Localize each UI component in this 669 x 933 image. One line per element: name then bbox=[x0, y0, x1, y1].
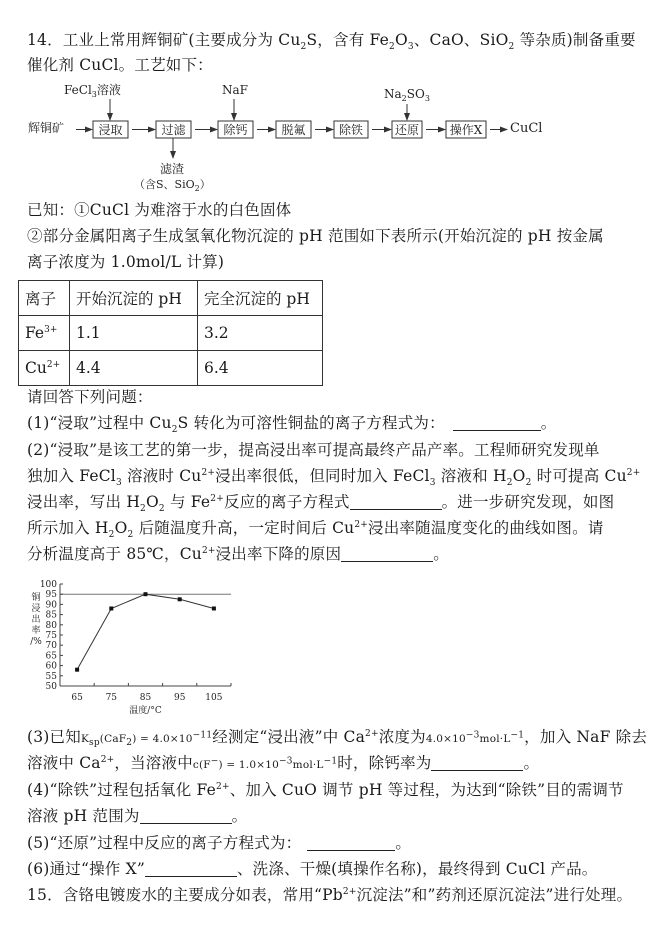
part-4-line1: (4)“除铁”过程包括氧化 $Fe^{2+}$、加入 CuO 调节 pH 等过程，为达到“除铁”目的需调节 bbox=[27, 781, 624, 799]
y-tick-label: 90 bbox=[45, 600, 57, 611]
process-flow-diagram bbox=[0, 80, 669, 195]
cell-ion: $Fe^{3+}$ bbox=[19, 316, 70, 351]
cell-complete: 3.2 bbox=[198, 316, 323, 351]
series-line bbox=[77, 594, 214, 669]
table-row bbox=[19, 316, 323, 351]
y-axis-label-char: 铜 bbox=[31, 593, 41, 603]
x-tick-label: 75 bbox=[105, 693, 118, 703]
answer-blank-3[interactable] bbox=[431, 756, 523, 771]
y-tick-label: 65 bbox=[45, 651, 57, 662]
part-5: (5)“还原”过程中反应的离子方程式为： 。 bbox=[27, 834, 412, 852]
q15-stem: 15．含铬电镀废水的主要成分如表，常用“$Pb^{2+}$沉淀法”和”药剂还原沉淀法”进行处理。 bbox=[27, 886, 633, 904]
y-tick-label: 50 bbox=[45, 682, 57, 692]
feed-fecl3: FeCl$_3$溶液 bbox=[64, 83, 121, 99]
y-axis-label-char: 率 bbox=[31, 626, 41, 636]
y-tick-label: 80 bbox=[45, 620, 57, 631]
part-2-line3: 浸出率，写出 $H_2O_2$ 与 $Fe^{2+}$反应的离子方程式 。进一步研究发现，如图 bbox=[27, 493, 615, 515]
part-4-line2: 溶液 pH 范围为 。 bbox=[27, 807, 248, 825]
known-2: ②部分金属阳离子生成氢氧化物沉淀的 pH 范围如下表所示(开始沉淀的 pH 按金属 bbox=[27, 227, 604, 245]
flow-step-label: 浸取 bbox=[98, 123, 123, 137]
answer-blank-2a[interactable] bbox=[350, 495, 442, 510]
x-tick-label: 85 bbox=[139, 693, 152, 703]
flow-start: 辉铜矿 bbox=[28, 121, 65, 135]
q14-stem-line2: 催化剂 CuCl。工艺如下： bbox=[27, 56, 213, 74]
cell-ion: $Cu^{2+}$ bbox=[19, 351, 70, 386]
answer-blank-1[interactable] bbox=[453, 416, 541, 431]
table-header-row bbox=[19, 281, 323, 316]
part-3-line1: (3)已知$K_{sp}(CaF_2) = 4.0\times 10^{-11}$经测定“浸出液”中 $Ca^{2+}$浓度为$4.0\times 10^{-3}mol\cdot L^{-1}$，加入 NaF 除去 bbox=[27, 728, 648, 749]
header-ion: 离子 bbox=[19, 281, 70, 316]
part-2-line2: 独加入 FeCl$_3$ 溶液时 $Cu^{2+}$浸出率很低，但同时加入 FeCl$_3$ 溶液和 $H_2O_2$ 时可提高 $Cu^{2+}$ bbox=[27, 467, 641, 489]
data-point bbox=[109, 606, 113, 610]
answer-blank-4[interactable] bbox=[140, 809, 232, 824]
flow-step-label: 操作X bbox=[449, 123, 483, 137]
flow-step-label: 脱氟 bbox=[281, 123, 306, 137]
y-tick-label: 75 bbox=[45, 631, 57, 641]
known-3: 离子浓度为 1.0mol/L 计算) bbox=[27, 253, 225, 271]
q14-stem-line1: 14．工业上常用辉铜矿(主要成分为 $Cu_2S$，含有 $Fe_2O_3$、CaO、SiO$_2$ 等杂质)制备重要 bbox=[27, 31, 636, 53]
y-axis-label-char: 出 bbox=[31, 615, 41, 625]
flow-step-label: 还原 bbox=[394, 123, 420, 137]
flow-end: CuCl bbox=[510, 121, 543, 136]
y-tick-label: 85 bbox=[45, 610, 57, 621]
known-1: 已知：①CuCl 为难溶于水的白色固体 bbox=[27, 201, 292, 219]
y-axis-label-char: /% bbox=[30, 637, 42, 647]
data-point bbox=[144, 592, 148, 596]
prompt: 请回答下列问题： bbox=[27, 388, 153, 406]
part-3-line2: 溶液中 $Ca^{2+}$，当溶液中$c(F^-) = 1.0\times 10^{-3}mol\cdot L^{-1}$时，除钙率为 。 bbox=[27, 754, 540, 772]
cell-start: 4.4 bbox=[70, 351, 198, 386]
data-point bbox=[75, 668, 79, 672]
part-2-line5: 分析温度高于 85℃，$Cu^{2+}$浸出率下降的原因 。 bbox=[27, 545, 449, 563]
flow-step-label: 除铁 bbox=[338, 123, 364, 137]
residue-note: （含S、SiO$_2$） bbox=[134, 178, 211, 193]
cell-complete: 6.4 bbox=[198, 351, 323, 386]
x-axis-label: 温度/°C bbox=[129, 706, 162, 716]
x-tick-label: 95 bbox=[173, 693, 186, 703]
y-tick-label: 60 bbox=[45, 661, 57, 672]
table-row bbox=[19, 351, 323, 386]
x-tick-label: 105 bbox=[205, 693, 223, 703]
flow-step-label: 过滤 bbox=[161, 123, 186, 137]
x-tick-label: 65 bbox=[71, 693, 83, 703]
y-axis-label-char: 浸 bbox=[31, 604, 41, 614]
cell-start: 1.1 bbox=[70, 316, 198, 351]
answer-blank-2b[interactable] bbox=[341, 547, 433, 562]
answer-blank-6[interactable] bbox=[145, 862, 237, 877]
data-point bbox=[178, 597, 182, 601]
y-tick-label: 95 bbox=[45, 590, 57, 601]
y-tick-label: 100 bbox=[39, 580, 57, 590]
header-complete: 完全沉淀的 pH bbox=[198, 281, 323, 316]
data-point bbox=[212, 606, 216, 610]
part-1: (1)“浸取”过程中 $Cu_2S$ 转化为可溶性铜盐的离子方程式为： 。 bbox=[27, 414, 557, 436]
feed-na2so3: $Na_2SO_3$ bbox=[384, 87, 430, 103]
header-start: 开始沉淀的 pH bbox=[70, 281, 198, 316]
residue-label: 滤渣 bbox=[160, 162, 185, 176]
part-2-line4: 所示加入 $H_2O_2$ 后随温度升高，一定时间后 $Cu^{2+}$浸出率随温度变化的曲线如图。请 bbox=[27, 519, 604, 541]
flow-step-label: 除钙 bbox=[223, 123, 248, 137]
part-2-line1: (2)“浸取”是该工艺的第一步，提高浸出率可提高最终产品产率。工程师研究发现单 bbox=[27, 441, 600, 459]
leach-rate-chart bbox=[20, 575, 240, 723]
ph-table bbox=[18, 280, 323, 386]
part-6: (6)通过“操作 X” 、洗涤、干燥(填操作名称)，最终得到 CuCl 产品。 bbox=[27, 860, 598, 878]
feed-naf: NaF bbox=[222, 83, 248, 97]
y-tick-label: 55 bbox=[45, 671, 57, 682]
y-tick-label: 70 bbox=[45, 641, 57, 652]
answer-blank-5[interactable] bbox=[307, 836, 395, 851]
